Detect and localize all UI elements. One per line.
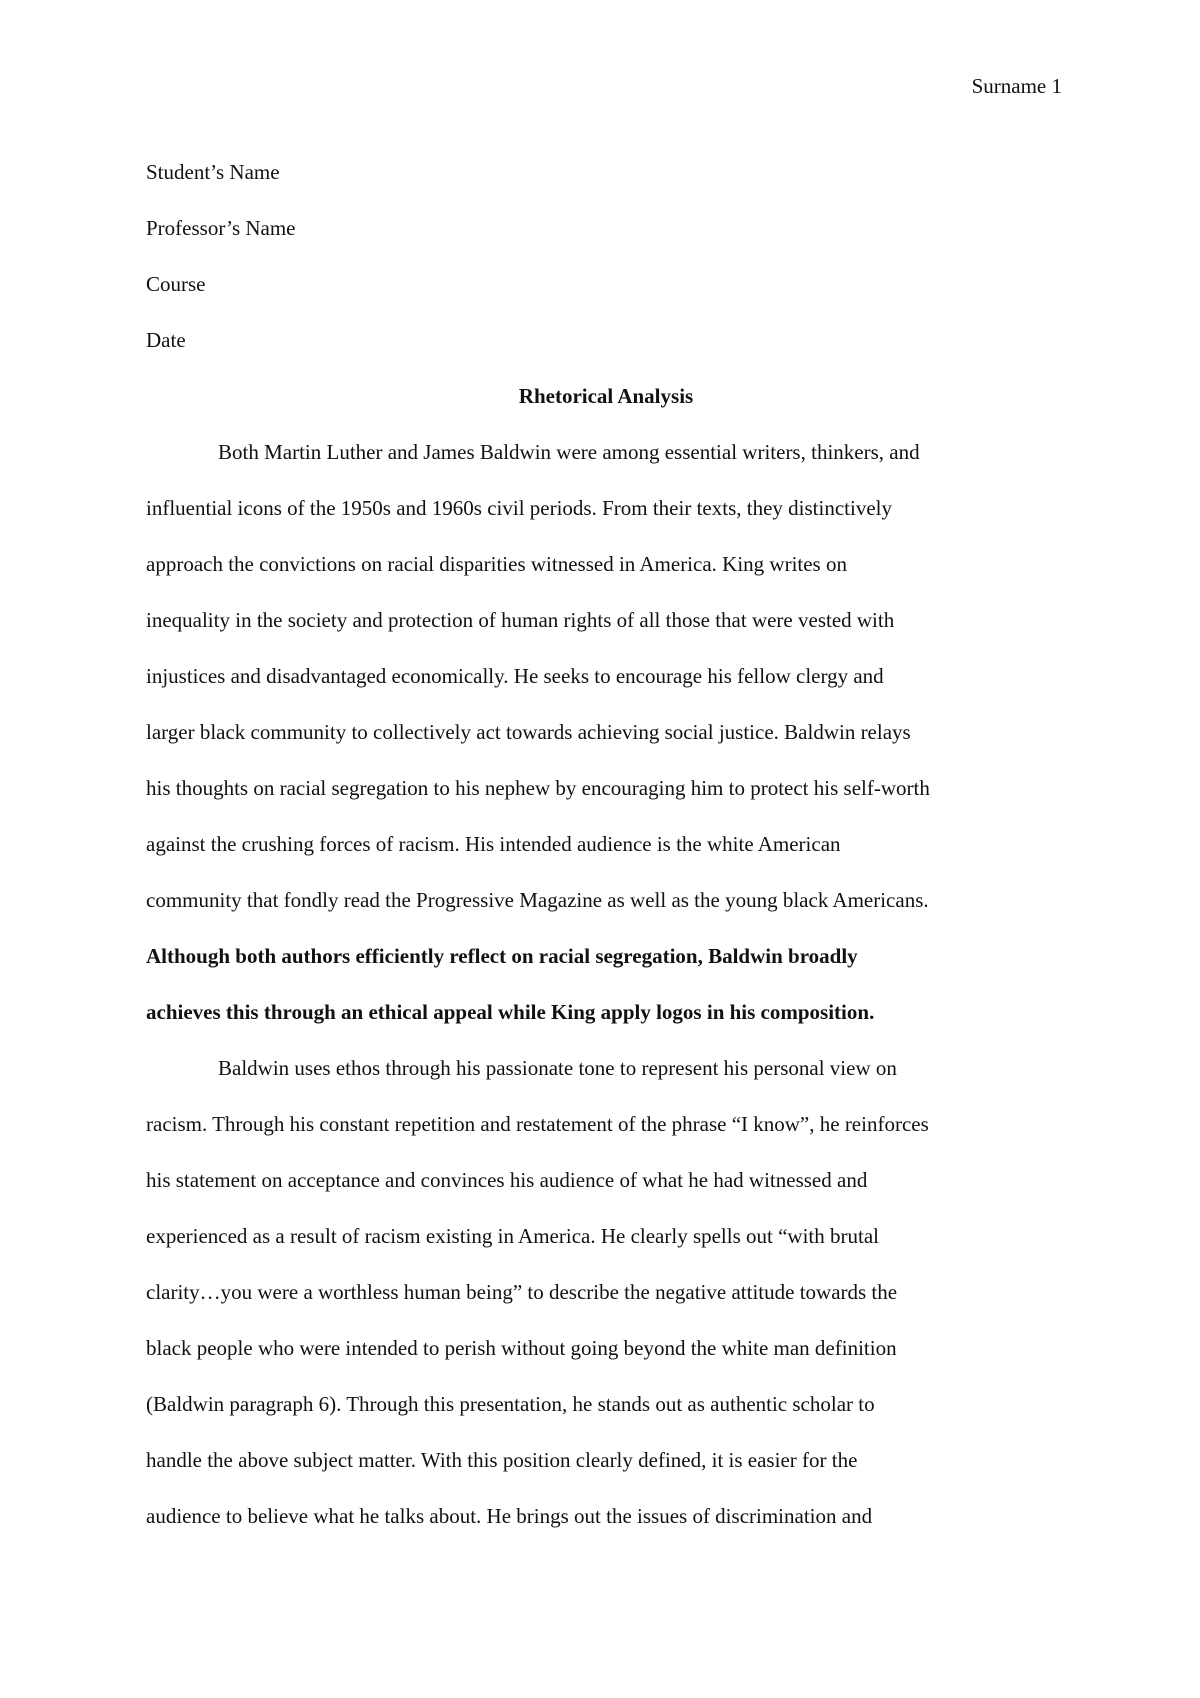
- paragraph-line: influential icons of the 1950s and 1960s civil periods. From their texts, they distinctively: [146, 496, 892, 520]
- course: Course: [146, 272, 206, 296]
- paragraph-line: Both Martin Luther and James Baldwin were among essential writers, thinkers, and: [218, 440, 920, 464]
- paragraph-line: approach the convictions on racial disparities witnessed in America. King writes on: [146, 552, 847, 576]
- paragraph-line: inequality in the society and protection of human rights of all those that were vested with: [146, 608, 895, 632]
- paragraph-line: clarity…you were a worthless human being” to describe the negative attitude towards the: [146, 1280, 898, 1304]
- paragraph-line: larger black community to collectively act towards achieving social justice. Baldwin relays: [146, 720, 911, 744]
- document-body: [146, 144, 1066, 1544]
- paragraph-line: (Baldwin paragraph 6). Through this presentation, he stands out as authentic scholar to: [146, 1392, 875, 1416]
- date: Date: [146, 328, 186, 352]
- professor-name: Professor’s Name: [146, 216, 296, 240]
- paragraph-line: experienced as a result of racism existing in America. He clearly spells out “with brutal: [146, 1224, 880, 1248]
- thesis-line: achieves this through an ethical appeal while King apply logos in his composition.: [146, 1000, 875, 1024]
- heading-block: [146, 144, 1066, 368]
- paragraph-line: his thoughts on racial segregation to his nephew by encouraging him to protect his self-worth: [146, 776, 930, 800]
- paragraph-line: audience to believe what he talks about. He brings out the issues of discrimination and: [146, 1504, 873, 1528]
- paragraph-2: [146, 1040, 1066, 1544]
- running-head: Surname 1: [971, 74, 1062, 98]
- paragraph-line: black people who were intended to perish without going beyond the white man definition: [146, 1336, 897, 1360]
- paragraph-line: racism. Through his constant repetition and restatement of the phrase “I know”, he reinforces: [146, 1112, 929, 1136]
- paragraph-line: handle the above subject matter. With this position clearly defined, it is easier for the: [146, 1448, 858, 1472]
- paragraph-1: [146, 424, 1066, 1040]
- thesis-line: Although both authors efficiently reflect on racial segregation, Baldwin broadly: [146, 944, 858, 968]
- paragraph-line: injustices and disadvantaged economically. He seeks to encourage his fellow clergy and: [146, 664, 884, 688]
- student-name: Student’s Name: [146, 160, 280, 184]
- document-title: Rhetorical Analysis: [518, 384, 694, 408]
- paragraph-line: community that fondly read the Progressive Magazine as well as the young black Americans.: [146, 888, 929, 912]
- paragraph-line: his statement on acceptance and convinces his audience of what he had witnessed and: [146, 1168, 868, 1192]
- paragraph-line: against the crushing forces of racism. His intended audience is the white American: [146, 832, 841, 856]
- paragraph-line: Baldwin uses ethos through his passionate tone to represent his personal view on: [218, 1056, 897, 1080]
